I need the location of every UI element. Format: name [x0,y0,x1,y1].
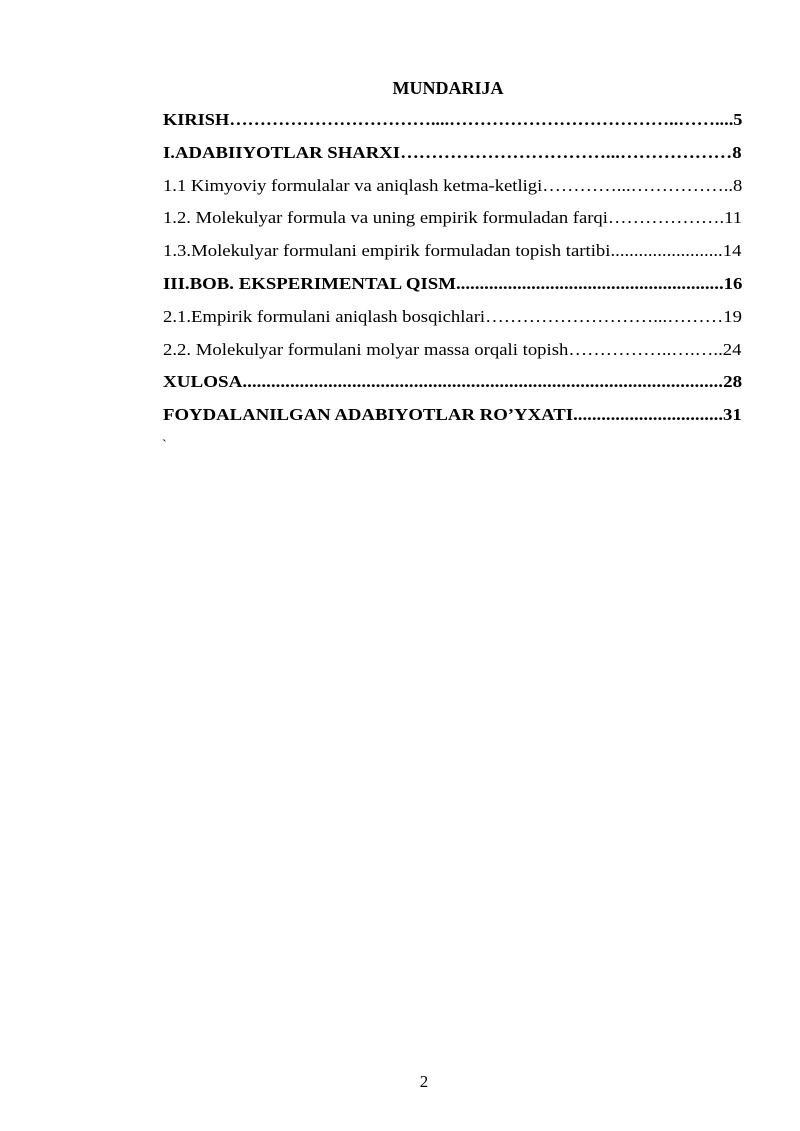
toc-title: MUNDARIJA [392,78,504,98]
toc-entry-1-1 [163,174,742,207]
toc-entry-text: FOYDALANILGAN ADABIYOTLAR RO’YXATI................................31 [163,405,742,425]
toc-entry-1-3 [163,239,742,272]
toc-entry-foydalanilgan-adabiyotlar [163,403,742,436]
toc-entry-text: KIRISH……………………………....………………………………..……....5 [163,110,743,129]
toc-entry-text: 1.2. Molekulyar formula va uning empirik formuladan farqi……………….11 [163,208,743,228]
toc-entry-text: III.BOB. EKSPERIMENTAL QISM.........................................................16 [163,273,743,293]
toc-entry-text: 2.2. Molekulyar formulani molyar massa orqali topish……………..….…..24 [163,339,742,359]
page-number: 2 [419,1072,429,1091]
toc-entry-adabiyotlar-sharxi [163,141,742,174]
stray-mark: ` [162,438,167,453]
toc-entry-eksperimental-qism [163,272,742,305]
toc-entry-text: 1.3.Molekulyar formulani empirik formuladan topish tartibi........................14 [163,241,742,261]
toc-entry-text: 2.1.Empirik formulani aniqlash bosqichlari………………………...………19 [163,306,742,326]
toc-entry-text: XULOSA.....................................................................................................28 [163,372,743,392]
toc-entry-kirish [163,108,742,141]
toc-entry-2-2 [163,338,742,371]
toc-entry-text: 1.1 Kimyoviy formulalar va aniqlash ketma-ketligi…………...……………..8 [163,175,743,195]
toc-entry-xulosa [163,370,742,403]
table-of-contents [163,108,742,436]
toc-entry-1-2 [163,206,742,239]
toc-entry-2-1 [163,305,742,338]
toc-entry-text: I.ADABIIYOTLAR SHARXI……………………………...………………8 [163,142,742,162]
